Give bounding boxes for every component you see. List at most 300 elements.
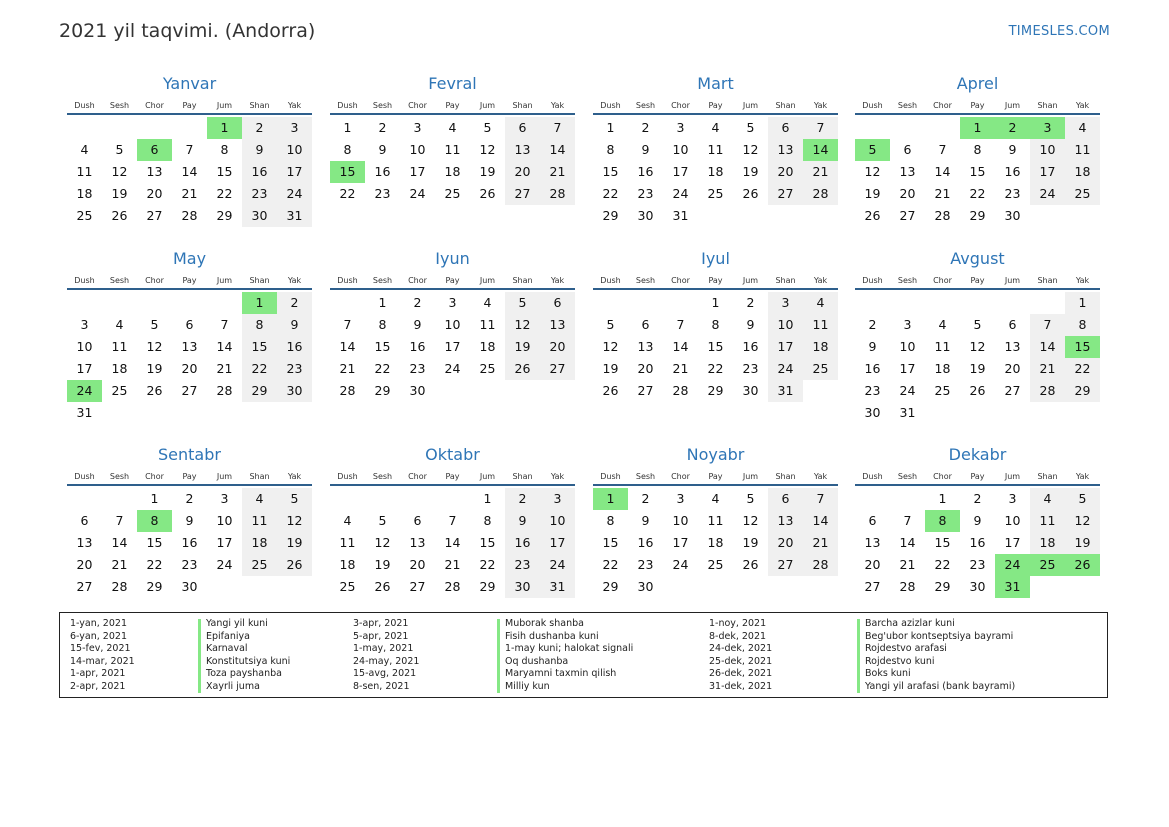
day-grid: [855, 117, 1100, 227]
day-cell: 21: [216, 361, 233, 376]
day-cell: 20: [768, 532, 803, 554]
weekday-label: Yak: [550, 101, 565, 110]
day-cell: 24: [540, 554, 575, 576]
day-cell: 9: [641, 142, 650, 157]
weekday-label: Pay: [445, 101, 460, 110]
day-cell: 8: [1065, 314, 1100, 336]
day-cell: 23: [505, 554, 540, 576]
day-cell: 1: [150, 491, 159, 506]
weekday-label: Shan: [512, 276, 533, 285]
empty-cell: [67, 117, 102, 139]
day-cell: 1: [378, 295, 387, 310]
weekday-label: Chor: [145, 276, 164, 285]
day-cell: 31: [672, 208, 689, 223]
weekday-label: Dush: [600, 472, 621, 481]
day-cell: 6: [413, 513, 422, 528]
day-cell: 27: [1004, 383, 1021, 398]
day-cell: 23: [181, 557, 198, 572]
weekday-label: Pay: [708, 276, 723, 285]
day-cell: 10: [899, 339, 916, 354]
day-cell: 28: [934, 208, 951, 223]
day-cell: 6: [540, 292, 575, 314]
day-cell: 23: [374, 186, 391, 201]
empty-cell: [925, 292, 960, 314]
holiday-name: Karnaval: [206, 643, 248, 655]
empty-cell: [1030, 292, 1065, 314]
holiday-name: Oq dushanba: [505, 655, 569, 667]
day-cell: 6: [903, 142, 912, 157]
weekday-header: [330, 469, 575, 486]
month-name: Mart: [697, 74, 734, 93]
day-cell: 16: [409, 339, 426, 354]
weekday-label: Yak: [287, 472, 302, 481]
weekday-label: Yak: [287, 276, 302, 285]
day-cell: 19: [1065, 532, 1100, 554]
day-cell: 12: [742, 142, 759, 157]
day-cell: 24: [409, 186, 426, 201]
holiday-day-cell: 3: [1030, 117, 1065, 139]
holiday-date: 1-yan, 2021: [70, 618, 127, 629]
day-cell: 8: [220, 142, 229, 157]
day-cell: 21: [1030, 358, 1065, 380]
month-name: Fevral: [428, 74, 477, 93]
day-cell: 20: [637, 361, 654, 376]
day-cell: 17: [76, 361, 93, 376]
holiday-date: 3-apr, 2021: [353, 618, 409, 629]
month-name: Avgust: [950, 249, 1005, 268]
day-cell: 12: [111, 164, 128, 179]
holiday-date: 1-apr, 2021: [70, 668, 126, 680]
day-cell: 21: [803, 161, 838, 183]
holiday-date: 25-dek, 2021: [709, 655, 773, 667]
day-cell: 29: [146, 579, 163, 594]
day-cell: 21: [934, 186, 951, 201]
month-iyul: [593, 249, 838, 402]
day-cell: 12: [374, 535, 391, 550]
day-cell: 23: [409, 361, 426, 376]
day-grid: [330, 117, 575, 205]
empty-cell: [172, 117, 207, 139]
day-cell: 26: [864, 208, 881, 223]
weekday-label: Sesh: [109, 101, 130, 110]
day-cell: 16: [181, 535, 198, 550]
day-cell: 29: [934, 579, 951, 594]
weekday-label: Jum: [742, 276, 759, 285]
day-cell: 14: [540, 139, 575, 161]
weekday-label: Sesh: [372, 101, 393, 110]
holiday-date: 5-apr, 2021: [353, 630, 409, 642]
day-grid: [330, 488, 575, 598]
day-cell: 28: [672, 383, 689, 398]
day-cell: 4: [711, 120, 720, 135]
month-avgust: [855, 249, 1100, 424]
weekday-label: Chor: [145, 472, 164, 481]
day-cell: 18: [803, 336, 838, 358]
day-cell: 3: [413, 120, 422, 135]
day-cell: 4: [242, 488, 277, 510]
weekday-header: [593, 273, 838, 290]
day-cell: 17: [899, 361, 916, 376]
holiday-day-cell: 31: [995, 576, 1030, 598]
day-cell: 22: [707, 361, 724, 376]
day-cell: 28: [1030, 380, 1065, 402]
day-cell: 2: [277, 292, 312, 314]
day-cell: 7: [903, 513, 912, 528]
weekday-header: [330, 273, 575, 290]
holiday-day-cell: 15: [330, 161, 365, 183]
day-cell: 13: [1004, 339, 1021, 354]
holiday-name: Rojdestvo kuni: [865, 655, 935, 667]
day-cell: 24: [899, 383, 916, 398]
day-cell: 1: [483, 491, 492, 506]
day-cell: 30: [505, 576, 540, 598]
day-cell: 8: [606, 142, 615, 157]
day-cell: 13: [76, 535, 93, 550]
day-cell: 18: [707, 535, 724, 550]
day-cell: 29: [1065, 380, 1100, 402]
month-fevral: [330, 74, 575, 205]
day-cell: 5: [115, 142, 124, 157]
day-cell: 22: [216, 186, 233, 201]
weekday-header: [67, 98, 312, 115]
day-cell: 23: [277, 358, 312, 380]
weekday-label: Chor: [145, 101, 164, 110]
day-cell: 9: [1008, 142, 1017, 157]
day-cell: 9: [973, 513, 982, 528]
day-cell: 10: [76, 339, 93, 354]
day-cell: 7: [803, 488, 838, 510]
day-cell: 13: [181, 339, 198, 354]
weekday-label: Dush: [862, 472, 883, 481]
weekday-label: Jum: [742, 101, 759, 110]
day-cell: 9: [505, 510, 540, 532]
day-cell: 12: [1065, 510, 1100, 532]
weekday-label: Pay: [708, 472, 723, 481]
day-cell: 19: [111, 186, 128, 201]
weekday-label: Shan: [1037, 472, 1058, 481]
holiday-name: Barcha azizlar kuni: [865, 618, 955, 629]
day-cell: 1: [606, 120, 615, 135]
day-cell: 10: [444, 317, 461, 332]
day-cell: 17: [672, 535, 689, 550]
day-cell: 5: [277, 488, 312, 510]
day-cell: 23: [637, 186, 654, 201]
day-cell: 18: [479, 339, 496, 354]
holiday-name: Muborak shanba: [505, 618, 584, 629]
weekday-label: Yak: [287, 101, 302, 110]
empty-cell: [207, 292, 242, 314]
day-cell: 13: [768, 510, 803, 532]
weekday-header: [855, 98, 1100, 115]
day-cell: 11: [1030, 510, 1065, 532]
day-cell: 17: [1030, 161, 1065, 183]
day-cell: 1: [1065, 292, 1100, 314]
weekday-label: Dush: [862, 101, 883, 110]
day-cell: 2: [185, 491, 194, 506]
holiday-day-cell: 6: [137, 139, 172, 161]
day-cell: 14: [899, 535, 916, 550]
day-cell: 26: [374, 579, 391, 594]
day-cell: 2: [868, 317, 877, 332]
day-cell: 5: [973, 317, 982, 332]
day-cell: 27: [181, 383, 198, 398]
day-cell: 24: [672, 557, 689, 572]
day-cell: 21: [540, 161, 575, 183]
day-cell: 14: [934, 164, 951, 179]
day-cell: 21: [339, 361, 356, 376]
weekday-label: Chor: [933, 472, 952, 481]
day-cell: 5: [1065, 488, 1100, 510]
holiday-date: 26-dek, 2021: [709, 668, 773, 680]
day-cell: 28: [216, 383, 233, 398]
day-cell: 5: [606, 317, 615, 332]
day-cell: 10: [540, 510, 575, 532]
day-cell: 8: [483, 513, 492, 528]
holiday-date: 15-avg, 2021: [353, 668, 417, 680]
weekday-label: Pay: [182, 472, 197, 481]
weekday-label: Dush: [337, 276, 358, 285]
day-cell: 28: [444, 579, 461, 594]
holiday-day-cell: 1: [242, 292, 277, 314]
day-cell: 20: [1004, 361, 1021, 376]
weekday-header: [67, 273, 312, 290]
day-cell: 14: [339, 339, 356, 354]
holiday-day-cell: 1: [207, 117, 242, 139]
day-cell: 11: [803, 314, 838, 336]
day-cell: 27: [899, 208, 916, 223]
day-cell: 15: [602, 535, 619, 550]
day-cell: 7: [343, 317, 352, 332]
weekday-label: Chor: [408, 276, 427, 285]
day-cell: 8: [973, 142, 982, 157]
day-cell: 30: [277, 380, 312, 402]
day-cell: 6: [505, 117, 540, 139]
day-cell: 23: [864, 383, 881, 398]
day-cell: 11: [444, 142, 461, 157]
month-name: Oktabr: [425, 445, 480, 464]
holiday-date: 14-mar, 2021: [70, 655, 135, 667]
day-cell: 10: [1030, 139, 1065, 161]
day-cell: 11: [111, 339, 128, 354]
weekday-label: Sesh: [897, 472, 918, 481]
day-cell: 8: [242, 314, 277, 336]
day-cell: 30: [969, 579, 986, 594]
day-cell: 17: [540, 532, 575, 554]
day-cell: 16: [374, 164, 391, 179]
day-cell: 2: [242, 117, 277, 139]
day-cell: 23: [242, 183, 277, 205]
holiday-day-cell: 25: [1030, 554, 1065, 576]
day-cell: 15: [216, 164, 233, 179]
day-cell: 27: [637, 383, 654, 398]
day-cell: 27: [768, 183, 803, 205]
day-cell: 22: [1065, 358, 1100, 380]
day-cell: 22: [934, 557, 951, 572]
day-cell: 2: [641, 120, 650, 135]
weekday-label: Chor: [671, 472, 690, 481]
day-cell: 5: [746, 491, 755, 506]
month-name: Dekabr: [948, 445, 1007, 464]
day-cell: 12: [742, 513, 759, 528]
day-cell: 25: [1065, 183, 1100, 205]
day-cell: 22: [479, 557, 496, 572]
day-cell: 3: [1008, 491, 1017, 506]
day-cell: 15: [934, 535, 951, 550]
month-sentabr: [67, 445, 312, 598]
day-cell: 3: [540, 488, 575, 510]
weekday-label: Yak: [1075, 101, 1090, 110]
day-cell: 29: [602, 208, 619, 223]
weekday-label: Pay: [182, 101, 197, 110]
month-name: Noyabr: [686, 445, 745, 464]
day-cell: 30: [409, 383, 426, 398]
day-cell: 9: [277, 314, 312, 336]
day-cell: 19: [146, 361, 163, 376]
day-cell: 22: [146, 557, 163, 572]
weekday-label: Sesh: [635, 101, 656, 110]
day-cell: 4: [711, 491, 720, 506]
day-cell: 27: [864, 579, 881, 594]
day-cell: 19: [864, 186, 881, 201]
day-cell: 18: [1065, 161, 1100, 183]
weekday-label: Yak: [550, 472, 565, 481]
holiday-name: Maryamni taxmin qilish: [505, 668, 617, 680]
day-cell: 30: [864, 405, 881, 420]
day-cell: 22: [969, 186, 986, 201]
day-cell: 5: [746, 120, 755, 135]
weekday-label: Shan: [512, 101, 533, 110]
day-cell: 6: [185, 317, 194, 332]
site-link[interactable]: TIMESLES.COM: [1008, 24, 1110, 39]
holiday-name: 1-may kuni; halokat signali: [505, 643, 634, 655]
weekday-label: Sesh: [635, 276, 656, 285]
weekday-label: Sesh: [109, 472, 130, 481]
day-cell: 28: [181, 208, 198, 223]
weekday-label: Shan: [249, 101, 270, 110]
empty-cell: [628, 292, 663, 314]
day-cell: 6: [868, 513, 877, 528]
day-cell: 5: [150, 317, 159, 332]
day-cell: 5: [483, 120, 492, 135]
holiday-name: Yangi yil kuni: [206, 618, 268, 629]
day-cell: 12: [146, 339, 163, 354]
day-cell: 26: [505, 358, 540, 380]
day-cell: 10: [672, 142, 689, 157]
day-cell: 13: [409, 535, 426, 550]
month-oktabr: [330, 445, 575, 598]
legend-date-column: [70, 618, 135, 694]
day-cell: 16: [277, 336, 312, 358]
weekday-label: Shan: [249, 276, 270, 285]
day-cell: 12: [864, 164, 881, 179]
empty-cell: [330, 292, 365, 314]
day-cell: 21: [672, 361, 689, 376]
day-cell: 16: [637, 164, 654, 179]
weekday-label: Jum: [479, 101, 496, 110]
legend-marker-bar: [497, 619, 500, 693]
day-cell: 6: [768, 117, 803, 139]
day-grid: [67, 292, 312, 424]
weekday-label: Yak: [813, 101, 828, 110]
day-cell: 25: [479, 361, 496, 376]
weekday-label: Sesh: [372, 276, 393, 285]
day-cell: 20: [76, 557, 93, 572]
day-cell: 4: [483, 295, 492, 310]
holiday-day-cell: 1: [960, 117, 995, 139]
weekday-label: Yak: [550, 276, 565, 285]
day-cell: 1: [938, 491, 947, 506]
day-cell: 4: [115, 317, 124, 332]
day-cell: 19: [602, 361, 619, 376]
day-cell: 24: [444, 361, 461, 376]
day-cell: 7: [540, 117, 575, 139]
day-cell: 29: [602, 579, 619, 594]
empty-cell: [102, 117, 137, 139]
holiday-name: Xayrli juma: [206, 680, 260, 692]
month-may: [67, 249, 312, 424]
day-cell: 20: [899, 186, 916, 201]
day-cell: 6: [1008, 317, 1017, 332]
weekday-label: Dush: [337, 101, 358, 110]
day-cell: 7: [185, 142, 194, 157]
day-cell: 12: [969, 339, 986, 354]
weekday-label: Pay: [708, 101, 723, 110]
weekday-label: Jum: [216, 276, 233, 285]
empty-cell: [890, 117, 925, 139]
day-cell: 15: [374, 339, 391, 354]
month-aprel: [855, 74, 1100, 227]
weekday-label: Pay: [445, 276, 460, 285]
day-cell: 7: [220, 317, 229, 332]
day-cell: 19: [742, 535, 759, 550]
weekday-label: Pay: [970, 101, 985, 110]
day-grid: [593, 488, 838, 598]
day-cell: 25: [934, 383, 951, 398]
weekday-label: Jum: [216, 472, 233, 481]
day-cell: 23: [637, 557, 654, 572]
day-cell: 22: [602, 186, 619, 201]
day-cell: 17: [672, 164, 689, 179]
day-cell: 16: [505, 532, 540, 554]
day-cell: 13: [505, 139, 540, 161]
day-cell: 15: [479, 535, 496, 550]
day-cell: 6: [641, 317, 650, 332]
day-cell: 25: [242, 554, 277, 576]
day-cell: 25: [339, 579, 356, 594]
day-cell: 23: [742, 361, 759, 376]
day-cell: 7: [803, 117, 838, 139]
day-cell: 26: [479, 186, 496, 201]
day-cell: 12: [505, 314, 540, 336]
day-cell: 5: [378, 513, 387, 528]
day-cell: 10: [1004, 513, 1021, 528]
day-cell: 11: [707, 513, 724, 528]
day-cell: 31: [76, 405, 93, 420]
empty-cell: [890, 292, 925, 314]
day-cell: 3: [277, 117, 312, 139]
day-cell: 26: [969, 383, 986, 398]
weekday-label: Shan: [775, 101, 796, 110]
day-cell: 9: [746, 317, 755, 332]
weekday-label: Sesh: [109, 276, 130, 285]
weekday-label: Pay: [445, 472, 460, 481]
holiday-name: Fisih dushanba kuni: [505, 630, 599, 642]
holiday-day-cell: 1: [593, 488, 628, 510]
day-cell: 11: [339, 535, 356, 550]
day-cell: 8: [606, 513, 615, 528]
holiday-legend: [59, 612, 1108, 698]
weekday-header: [855, 469, 1100, 486]
